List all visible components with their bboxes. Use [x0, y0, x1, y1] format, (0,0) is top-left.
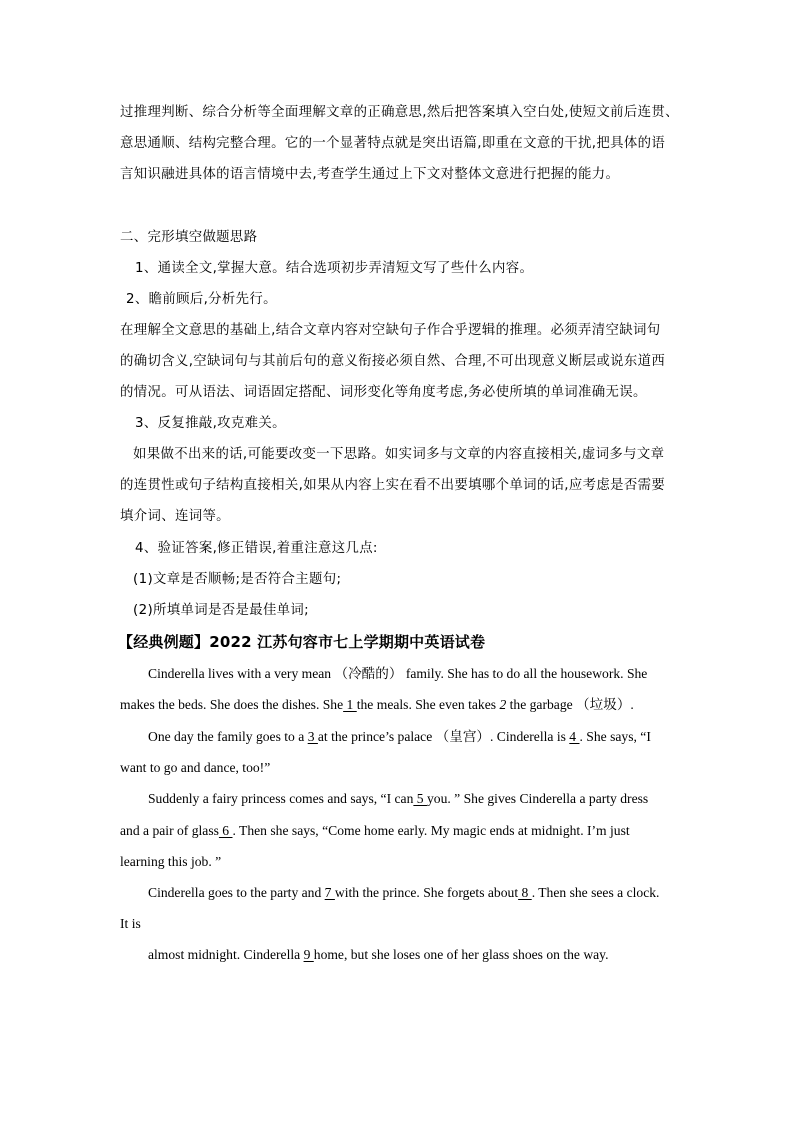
blank-7: 7 [324, 885, 335, 900]
step-3-paragraph-line-3: 填介词、连词等。 [120, 509, 230, 524]
step-2-paragraph-line-3: 的情况。可从语法、词语固定搭配、词形变化等角度考虑,务必使所填的单词准确无误。 [120, 385, 647, 400]
story-text: almost midnight. Cinderella [148, 947, 304, 962]
step-3-paragraph-line-2: 的连贯性或句子结构直接相关,如果从内容上实在看不出要填哪个单词的话,应考虑是否需要 [120, 478, 666, 493]
intro-line-3: 言知识融进具体的语言情境中去,考查学生通过上下文对整体文意进行把握的能力。 [120, 167, 620, 182]
story-text: the meals. She even takes [356, 697, 500, 712]
story-line-7: learning this job. ” [120, 854, 222, 869]
story-text: you. ” She gives Cinderella a party dress [426, 791, 649, 806]
story-line-4: want to go and dance, too!” [120, 760, 271, 775]
story-line-8 [148, 884, 659, 902]
story-text: . Then she sees a clock. [531, 885, 660, 900]
story-text: . She says, “I [579, 729, 651, 744]
story-text: . Then she says, “Come home early. My magic ends at midnight. I’m just [232, 823, 630, 838]
story-line-3 [148, 728, 651, 746]
section-heading: 二、完形填空做题思路 [120, 230, 258, 245]
intro-line-1: 过推理判断、综合分析等全面理解文章的正确意思,然后把答案填入空白处,使短文前后连贯、 [120, 105, 679, 120]
step-3: 3、反复推敲,攻克难关。 [135, 416, 286, 431]
story-text: the garbage （垃圾）. [506, 697, 634, 712]
intro-line-2: 意思通顺、结构完整合理。它的一个显著特点就是突出语篇,即重在文意的干扰,把具体的语 [120, 136, 666, 151]
story-line-2 [120, 696, 634, 714]
blank-5: 5 [413, 791, 427, 806]
step-4-point-2: (2)所填单词是否是最佳单词; [133, 603, 310, 618]
blank-2: 2 [499, 697, 507, 712]
story-text: Cinderella goes to the party and [148, 885, 325, 900]
step-4-point-1: (1)文章是否顺畅;是否符合主题句; [133, 572, 342, 587]
blank-3: 3 [307, 729, 318, 744]
step-2-paragraph-line-1: 在理解全文意思的基础上,结合文章内容对空缺句子作合乎逻辑的推理。必须弄清空缺词句 [120, 323, 661, 338]
story-text: home, but she loses one of her glass shoes on the way. [313, 947, 609, 962]
blank-6: 6 [218, 823, 233, 838]
story-line-9: It is [120, 916, 141, 931]
story-text: and a pair of glass [120, 823, 219, 838]
blank-1: 1 [343, 697, 357, 712]
story-text: Suddenly a fairy princess comes and says, “I can [148, 791, 414, 806]
blank-8: 8 [518, 885, 532, 900]
step-3-paragraph-line-1: 如果做不出来的话,可能要改变一下思路。如实词多与文章的内容直接相关,虚词多与文章 [133, 447, 665, 462]
story-text: makes the beds. She does the dishes. She [120, 697, 344, 712]
story-text: One day the family goes to a [148, 729, 308, 744]
story-text: with the prince. She forgets about [334, 885, 519, 900]
story-line-10 [148, 946, 609, 964]
step-2-paragraph-line-2: 的确切含义,空缺词句与其前后句的意义衔接必须自然、合理,不可出现意义断层或说东道西 [120, 354, 666, 369]
blank-4: 4 [569, 729, 580, 744]
blank-9: 9 [303, 947, 314, 962]
story-line-1: Cinderella lives with a very mean （冷酷的） family. She has to do all the housework. She [148, 666, 648, 681]
step-1: 1、通读全文,掌握大意。结合选项初步弄清短文写了些什么内容。 [135, 261, 534, 276]
story-line-6 [120, 822, 630, 840]
story-text: at the prince’s palace （皇宫）. Cinderella is [317, 729, 570, 744]
step-4: 4、验证答案,修正错误,着重注意这几点: [135, 541, 378, 556]
step-2: 2、瞻前顾后,分析先行。 [126, 292, 277, 307]
story-line-5 [148, 790, 648, 808]
example-title: 【经典例题】2022 江苏句容市七上学期期中英语试卷 [118, 633, 486, 651]
